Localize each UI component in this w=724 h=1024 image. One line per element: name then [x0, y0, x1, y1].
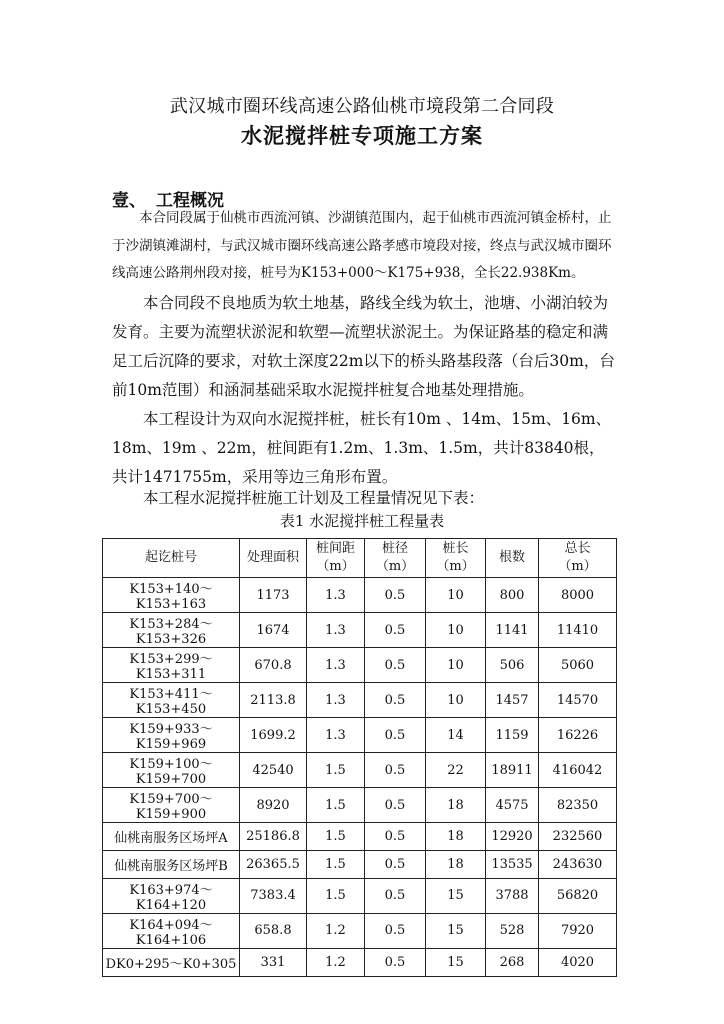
- cell-station: K153+411～K153+450: [103, 683, 240, 718]
- table-row: [103, 788, 617, 823]
- document-subtitle: 武汉城市圈环线高速公路仙桃市境段第二合同段: [169, 96, 555, 117]
- cell-length: 18: [426, 823, 486, 851]
- cell-total: 7920: [539, 913, 617, 948]
- table-row: [103, 578, 617, 613]
- table-row: [103, 683, 617, 718]
- cell-count: 506: [486, 648, 539, 683]
- paragraph-geology: 本合同段不良地质为软土地基，路线全线为软土，池塘、小湖泊较为发育。主要为流塑状淤泥和软塑—流塑状淤泥土。为保证路基的稳定和满足工后沉降的要求，对软土深度22m以下的桥头路基段落（台后30m，台前10m范围）和涵洞基础采取水泥搅拌桩复合地基处理措施。: [112, 294, 615, 399]
- cell-length: 10: [426, 648, 486, 683]
- cell-diameter: 0.5: [365, 823, 426, 851]
- quantity-table: [102, 538, 617, 977]
- cell-spacing: 1.5: [307, 753, 365, 788]
- cell-area: 331: [240, 948, 307, 976]
- cell-area: 42540: [240, 753, 307, 788]
- cell-spacing: 1.2: [307, 948, 365, 976]
- header-spacing: [307, 539, 365, 578]
- cell-area: 1699.2: [240, 718, 307, 753]
- header-count: 根数: [486, 539, 539, 578]
- paragraph-project-location: 本合同段属于仙桃市西流河镇、沙湖镇范围内，起于仙桃市西流河镇金桥村，止于沙湖镇滩湖村，与武汉城市圈环线高速公路孝感市境段对接，终点与武汉城市圈环线高速公路荆州段对接，桩号为K153+000～K175+938，全长22.938Km。: [112, 210, 612, 281]
- document-title: 水泥搅拌桩专项施工方案: [241, 123, 483, 148]
- cell-area: 1173: [240, 578, 307, 613]
- cell-station: DK0+295～K0+305: [103, 948, 240, 976]
- cell-spacing: 1.3: [307, 648, 365, 683]
- cell-total: 416042: [539, 753, 617, 788]
- cell-count: 12920: [486, 823, 539, 851]
- cell-length: 15: [426, 878, 486, 913]
- cell-total: 14570: [539, 683, 617, 718]
- cell-station: K159+933～K159+969: [103, 718, 240, 753]
- table-row: [103, 913, 617, 948]
- cell-total: 11410: [539, 613, 617, 648]
- cell-spacing: 1.5: [307, 850, 365, 878]
- cell-length: 10: [426, 578, 486, 613]
- section-number: 壹、: [112, 191, 146, 211]
- cell-total: 243630: [539, 850, 617, 878]
- cell-total: 16226: [539, 718, 617, 753]
- cell-spacing: 1.3: [307, 718, 365, 753]
- cell-diameter: 0.5: [365, 718, 426, 753]
- cell-diameter: 0.5: [365, 913, 426, 948]
- table-header-row: [103, 539, 617, 578]
- cell-count: 13535: [486, 850, 539, 878]
- cell-length: 18: [426, 788, 486, 823]
- paragraph-table-intro: 本工程水泥搅拌桩施工计划及工程量情况见下表：: [143, 489, 485, 507]
- cell-length: 14: [426, 718, 486, 753]
- cell-spacing: 1.5: [307, 878, 365, 913]
- table-body: [103, 578, 617, 977]
- cell-area: 1674: [240, 613, 307, 648]
- cell-diameter: 0.5: [365, 850, 426, 878]
- cell-area: 670.8: [240, 648, 307, 683]
- cell-count: 3788: [486, 878, 539, 913]
- table-caption: 表1 水泥搅拌桩工程量表: [279, 512, 445, 530]
- cell-spacing: 1.5: [307, 788, 365, 823]
- table-row: [103, 718, 617, 753]
- cell-diameter: 0.5: [365, 683, 426, 718]
- paragraph-design: 本工程设计为双向水泥搅拌桩，桩长有10m 、14m、15m、16m、18m、19m 、22m，桩间距有1.2m、1.3m、1.5m，共计83840根，共计1471755m，采用等边三角形布置。: [112, 410, 612, 486]
- header-length-label: 桩长: [442, 541, 469, 556]
- cell-diameter: 0.5: [365, 578, 426, 613]
- header-diameter: [365, 539, 426, 578]
- cell-count: 1141: [486, 613, 539, 648]
- cell-count: 1159: [486, 718, 539, 753]
- header-length-unit: （m）: [436, 559, 475, 574]
- cell-station: 仙桃南服务区场坪B: [103, 850, 240, 878]
- cell-area: 2113.8: [240, 683, 307, 718]
- table-row: [103, 753, 617, 788]
- cell-count: 4575: [486, 788, 539, 823]
- header-diameter-label: 桩径: [381, 541, 408, 556]
- table-row: [103, 823, 617, 851]
- cell-spacing: 1.2: [307, 913, 365, 948]
- cell-area: 658.8: [240, 913, 307, 948]
- cell-count: 18911: [486, 753, 539, 788]
- cell-count: 800: [486, 578, 539, 613]
- cell-length: 15: [426, 948, 486, 976]
- section-title: 工程概况: [156, 191, 224, 211]
- cell-diameter: 0.5: [365, 648, 426, 683]
- header-spacing-label: 桩间距: [315, 541, 355, 556]
- cell-spacing: 1.3: [307, 683, 365, 718]
- cell-total: 5060: [539, 648, 617, 683]
- cell-station: K164+094～K164+106: [103, 913, 240, 948]
- table-row: [103, 948, 617, 976]
- cell-total: 56820: [539, 878, 617, 913]
- cell-station: 仙桃南服务区场坪A: [103, 823, 240, 851]
- cell-total: 4020: [539, 948, 617, 976]
- cell-station: K153+299～K153+311: [103, 648, 240, 683]
- cell-total: 82350: [539, 788, 617, 823]
- cell-count: 268: [486, 948, 539, 976]
- cell-diameter: 0.5: [365, 948, 426, 976]
- cell-count: 1457: [486, 683, 539, 718]
- cell-length: 18: [426, 850, 486, 878]
- cell-spacing: 1.3: [307, 613, 365, 648]
- cell-area: 8920: [240, 788, 307, 823]
- cell-diameter: 0.5: [365, 753, 426, 788]
- cell-length: 10: [426, 683, 486, 718]
- cell-length: 22: [426, 753, 486, 788]
- cell-diameter: 0.5: [365, 878, 426, 913]
- header-length: [426, 539, 486, 578]
- table-row: [103, 878, 617, 913]
- header-total-label: 总长: [564, 541, 591, 556]
- table-row: [103, 613, 617, 648]
- cell-total: 8000: [539, 578, 617, 613]
- cell-station: K153+140～K153+163: [103, 578, 240, 613]
- cell-area: 26365.5: [240, 850, 307, 878]
- cell-station: K159+100～K159+700: [103, 753, 240, 788]
- cell-station: K153+284～K153+326: [103, 613, 240, 648]
- cell-area: 7383.4: [240, 878, 307, 913]
- header-total-unit: （m）: [558, 559, 597, 574]
- cell-diameter: 0.5: [365, 788, 426, 823]
- table-row: [103, 850, 617, 878]
- cell-count: 528: [486, 913, 539, 948]
- header-total: [539, 539, 617, 578]
- cell-station: K163+974～K164+120: [103, 878, 240, 913]
- cell-length: 10: [426, 613, 486, 648]
- cell-station: K159+700～K159+900: [103, 788, 240, 823]
- table-row: [103, 648, 617, 683]
- cell-total: 232560: [539, 823, 617, 851]
- cell-spacing: 1.5: [307, 823, 365, 851]
- header-spacing-unit: （m）: [316, 559, 355, 574]
- cell-spacing: 1.3: [307, 578, 365, 613]
- header-area: 处理面积: [240, 539, 307, 578]
- cell-length: 15: [426, 913, 486, 948]
- header-diameter-unit: （m）: [375, 559, 415, 574]
- header-station: 起讫桩号: [103, 539, 240, 578]
- cell-area: 25186.8: [240, 823, 307, 851]
- cell-diameter: 0.5: [365, 613, 426, 648]
